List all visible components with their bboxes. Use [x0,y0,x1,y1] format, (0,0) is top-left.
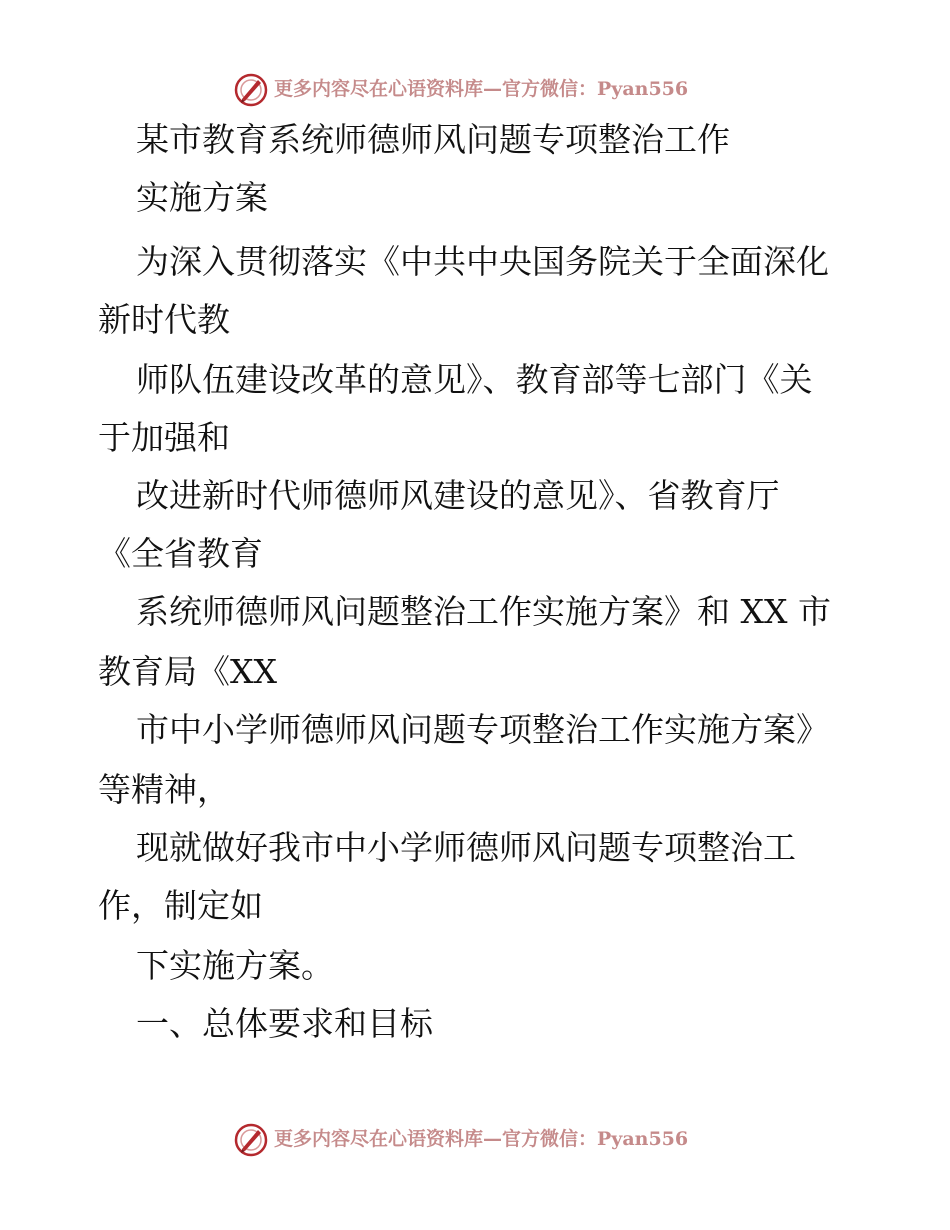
banner-text: 更多内容尽在心语资料库—官方微信：Pyan556 [274,78,689,100]
paragraph-line: 作，制定如 [98,886,263,925]
paragraph-line: 改进新时代师德师风建设的意见》、省教育厅 [136,476,780,515]
paragraph-line: 新时代教 [98,300,230,339]
paragraph-line: 《全省教育 [98,534,263,573]
header-watermark-banner [0,70,950,110]
paragraph-line: 师队伍建设改革的意见》、教育部等七部门《关 [136,360,813,399]
paragraph-line: 于加强和 [98,418,230,457]
paragraph-line: 下实施方案。 [136,946,334,985]
document-subtitle: 实施方案 [136,178,268,217]
paragraph-line: 现就做好我市中小学师德师风问题专项整治工 [136,828,796,867]
banner-text: 更多内容尽在心语资料库—官方微信：Pyan556 [274,1128,689,1150]
document-title: 某市教育系统师德师风问题专项整治工作 [136,120,730,159]
section-heading: 一、总体要求和目标 [136,1004,433,1043]
quill-circle-logo-icon [233,1122,269,1158]
paragraph-line: 为深入贯彻落实《中共中央国务院关于全面深化 [136,242,829,281]
paragraph-line: 市中小学师德师风问题专项整治工作实施方案》 [136,710,829,749]
paragraph-line: 等精神， [98,770,230,809]
quill-circle-logo-icon [233,72,269,108]
footer-watermark-banner [0,1120,950,1160]
paragraph-line: 系统师德师风问题整治工作实施方案》和 XX 市 [136,592,831,631]
paragraph-line: 教育局《XX [98,652,277,691]
